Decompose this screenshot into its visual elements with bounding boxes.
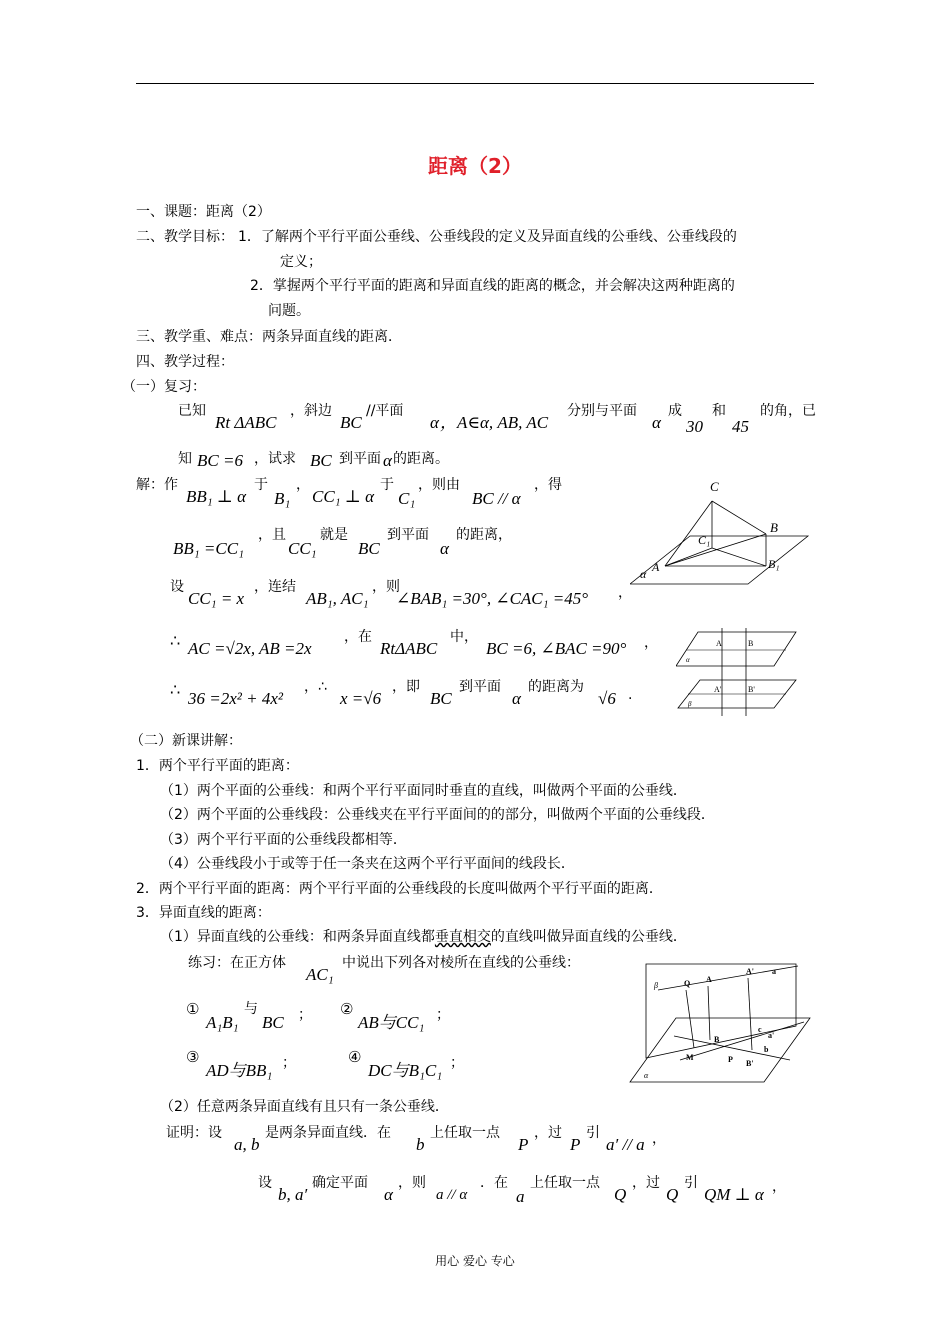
sol-math: C₁ bbox=[398, 489, 416, 508]
label-alpha: α bbox=[644, 1071, 649, 1080]
proof-text: ，过 bbox=[632, 1175, 660, 1191]
sol-math: CC₁ = x bbox=[188, 589, 245, 608]
sol-math: BC bbox=[430, 689, 452, 708]
label-p: P bbox=[728, 1055, 733, 1064]
sol-math: BB₁ =CC₁ bbox=[173, 539, 244, 558]
label-m: M bbox=[686, 1053, 694, 1062]
review-q-math: α bbox=[652, 413, 661, 432]
sol-text: ，且 bbox=[258, 527, 286, 543]
proof-text: 设 bbox=[258, 1175, 272, 1191]
proof-text: ， bbox=[772, 1179, 786, 1195]
sol-math: α bbox=[440, 539, 449, 558]
proof-text: ．在 bbox=[480, 1175, 508, 1191]
sol-text: ，则 bbox=[372, 579, 400, 595]
sol-math: √6 bbox=[598, 689, 616, 708]
new-lesson-heading: （二）新课讲解： bbox=[130, 733, 242, 749]
item-1-1: （1）两个平面的公垂线：和两个平行平面同时垂直的直线，叫做两个平面的公垂线． bbox=[160, 783, 687, 799]
proof-math: QM ⊥ α bbox=[704, 1185, 764, 1204]
proof-text: ，则 bbox=[398, 1175, 426, 1191]
sol-text: 于 bbox=[254, 477, 268, 493]
proof-text: ，过 bbox=[534, 1125, 562, 1141]
proof-math: P bbox=[570, 1135, 581, 1154]
goals-label: 二、教学目标： bbox=[136, 229, 234, 245]
review-q2-text: 到平面 bbox=[339, 451, 381, 467]
label-alpha: α bbox=[640, 567, 647, 581]
therefore-sign: ∴ bbox=[170, 631, 181, 650]
review-q-text: 的角，已 bbox=[760, 403, 816, 419]
label-c1: C₁ bbox=[698, 533, 711, 547]
item-3-1 bbox=[160, 930, 687, 944]
header-rule bbox=[136, 83, 814, 84]
proof-math: α bbox=[384, 1185, 393, 1204]
review-q2-math: α bbox=[383, 451, 392, 470]
exercise-2-number: ② bbox=[340, 1000, 354, 1018]
review-q2-text: 的距离。 bbox=[393, 451, 449, 467]
review-q-text: 成 bbox=[668, 403, 682, 419]
sol-text: ，连结 bbox=[254, 579, 296, 595]
proof-text: 确定平面 bbox=[312, 1175, 368, 1191]
exercise-text: 中说出下列各对棱所在直线的公垂线： bbox=[342, 955, 580, 971]
item-3-1-a: （1）异面直线的公垂线：和两条异面直线都 bbox=[160, 929, 435, 945]
sol-text: 中， bbox=[450, 629, 478, 645]
sol-math: AC =√2x, AB =2x bbox=[188, 639, 312, 658]
exercise-1-text: ； bbox=[298, 1007, 312, 1023]
exercise-3-number: ③ bbox=[186, 1048, 200, 1066]
topic-line: 一、课题：距离（2） bbox=[136, 204, 271, 220]
sol-text: ， bbox=[644, 635, 658, 651]
line-a bbox=[658, 966, 798, 990]
review-q2-math: BC =6 bbox=[197, 451, 243, 470]
edge-cb bbox=[712, 501, 766, 534]
label-b1: B₁ bbox=[768, 557, 780, 571]
label-b: B bbox=[748, 639, 754, 648]
goal-1: 1．了解两个平行平面公垂线、公垂线段的定义及异面直线的公垂线、公垂线段的 bbox=[238, 229, 737, 245]
item-3-1-c: 的直线叫做异面直线的公垂线． bbox=[490, 929, 687, 945]
label-b-prime: B' bbox=[746, 1059, 754, 1068]
proof-text: 引 bbox=[684, 1175, 698, 1191]
label-b: B bbox=[714, 1035, 720, 1044]
edge-c1b1 bbox=[712, 548, 766, 566]
label-line-b: b bbox=[764, 1045, 769, 1054]
proof-text: 是两条异面直线．在 bbox=[265, 1125, 391, 1141]
sol-text: ，在 bbox=[344, 629, 372, 645]
proof-math: Q bbox=[614, 1185, 627, 1204]
sol-math: ∠BAB₁ =30°, ∠CAC₁ =45° bbox=[396, 589, 589, 608]
review-q-math: BC bbox=[340, 413, 362, 432]
page-title: 距离（2） bbox=[428, 154, 522, 178]
item-1: 1．两个平行平面的距离： bbox=[136, 758, 299, 774]
item-1-4: （4）公垂线段小于或等于任一条夹在这两个平行平面间的线段长． bbox=[160, 856, 575, 872]
proof-math: a bbox=[516, 1187, 525, 1206]
sol-text: 的距离， bbox=[456, 527, 512, 543]
sol-text: 的距离为 bbox=[528, 679, 584, 695]
goal-1-cont: 定义； bbox=[280, 254, 322, 270]
sol-text: ，∴ bbox=[304, 679, 327, 695]
goal-2: 2．掌握两个平行平面的距离和异面直线的距离的概念，并会解决这两种距离的 bbox=[250, 278, 735, 294]
exercise-text: 练习：在正方体 bbox=[188, 955, 286, 971]
exercise-math: AC₁ bbox=[306, 965, 334, 984]
sol-text: 于 bbox=[380, 477, 394, 493]
sol-text: ，则由 bbox=[418, 477, 460, 493]
item-1-2: （2）两个平面的公垂线段：公垂线夹在平行平面间的的部分，叫做两个平面的公垂线段． bbox=[160, 807, 715, 823]
sol-text: ， bbox=[296, 477, 310, 493]
therefore-sign: ∴ bbox=[170, 680, 181, 699]
sol-text: . bbox=[628, 687, 633, 703]
sol-math: BC bbox=[358, 539, 380, 558]
sol-math: B₁ bbox=[274, 489, 291, 508]
exercise-3-math: AD与BB₁ bbox=[206, 1061, 273, 1080]
label-a: A bbox=[706, 975, 712, 984]
sol-math: AB₁, AC₁ bbox=[306, 589, 369, 608]
label-line-a: a bbox=[772, 967, 776, 976]
proof-text: 上任取一点 bbox=[530, 1175, 600, 1191]
sol-text: ， bbox=[618, 585, 632, 601]
sol-text: ，即 bbox=[392, 679, 420, 695]
label-beta: β bbox=[654, 981, 658, 990]
exercise-1-text: 与 bbox=[244, 1001, 258, 1017]
exercise-1-math: BC bbox=[262, 1013, 284, 1032]
review-q-text: 分别与平面 bbox=[567, 403, 637, 419]
label-c: C bbox=[710, 479, 719, 494]
proof-text: 证明：设 bbox=[166, 1125, 222, 1141]
review-q-text: 和 bbox=[712, 403, 726, 419]
proof-math: b, a′ bbox=[278, 1185, 308, 1204]
solution-label: 解：作 bbox=[136, 477, 178, 493]
proof-text: 上任取一点 bbox=[430, 1125, 500, 1141]
sol-text: 就是 bbox=[320, 527, 348, 543]
goal-2-cont: 问题。 bbox=[268, 303, 310, 319]
label-line-a-prime: a' bbox=[768, 1031, 775, 1040]
exercise-2-text: ； bbox=[436, 1007, 450, 1023]
review-q-text: ，斜边 bbox=[290, 403, 332, 419]
exercise-4-number: ④ bbox=[348, 1048, 362, 1066]
proof-text: 引 bbox=[586, 1125, 600, 1141]
page-footer: 用心 爱心 专心 bbox=[435, 1254, 515, 1268]
review-q2-math: BC bbox=[310, 451, 332, 470]
exercise-3-text: ； bbox=[282, 1055, 296, 1071]
label-q: Q bbox=[684, 979, 691, 988]
label-a-prime: A' bbox=[714, 685, 722, 694]
label-c: c bbox=[758, 1025, 762, 1034]
proof-math: a // α bbox=[436, 1187, 468, 1203]
sol-math: x =√6 bbox=[340, 689, 382, 708]
review-q-math: α bbox=[430, 413, 439, 432]
review-q2-text: 知 bbox=[178, 451, 192, 467]
sol-text: 设 bbox=[170, 579, 184, 595]
exercise-2-math: AB与CC₁ bbox=[358, 1013, 425, 1032]
sol-math: α bbox=[512, 689, 521, 708]
sol-math: BC // α bbox=[472, 489, 521, 508]
exercise-4-math: DC与B₁C₁ bbox=[368, 1061, 443, 1080]
label-b: B bbox=[770, 520, 778, 535]
review-q-math: 45 bbox=[732, 417, 749, 436]
label-beta: β bbox=[688, 700, 692, 708]
review-q2-text: ，试求 bbox=[254, 451, 296, 467]
review-heading: （一）复习： bbox=[122, 379, 206, 395]
process-heading: 四、教学过程： bbox=[136, 354, 234, 370]
review-q-math: ，A∈α, AB, AC bbox=[440, 413, 549, 432]
label-b-prime: B' bbox=[748, 685, 755, 694]
review-q-math: 30 bbox=[686, 417, 703, 436]
plane-top bbox=[676, 632, 796, 666]
sol-math: CC₁ ⊥ α bbox=[312, 487, 374, 506]
item-1-3: （3）两个平行平面的公垂线段都相等． bbox=[160, 832, 407, 848]
label-a: A bbox=[652, 560, 660, 574]
proof-text: ， bbox=[652, 1131, 666, 1147]
sol-math: BC =6, ∠BAC =90° bbox=[486, 639, 627, 658]
item-3: 3．异面直线的距离： bbox=[136, 905, 271, 921]
prism-figure bbox=[630, 476, 810, 591]
label-a-prime: A' bbox=[746, 967, 754, 976]
key-points: 三、教学重、难点：两条异面直线的距离． bbox=[136, 329, 402, 345]
label-a: A bbox=[716, 639, 722, 648]
exercise-1-number: ① bbox=[186, 1000, 200, 1018]
parallel-planes-figure bbox=[676, 626, 798, 722]
sol-text: 到平面 bbox=[387, 527, 429, 543]
label-alpha: α bbox=[686, 656, 690, 664]
proof-math: b bbox=[416, 1135, 425, 1154]
proof-math: Q bbox=[666, 1185, 679, 1204]
sol-math: CC₁ bbox=[288, 539, 317, 558]
proof-math: a, b bbox=[234, 1135, 260, 1154]
plane-alpha bbox=[630, 1018, 810, 1082]
sol-math: RtΔABC bbox=[380, 639, 438, 658]
item-2: 2．两个平行平面的距离：两个平行平面的公垂线段的长度叫做两个平行平面的距离． bbox=[136, 881, 663, 897]
proof-math: a′ // a bbox=[606, 1135, 645, 1154]
line-ab bbox=[708, 986, 710, 1040]
proof-math: P bbox=[518, 1135, 529, 1154]
review-q-math: Rt ΔABC bbox=[215, 413, 277, 432]
sol-text: ，得 bbox=[534, 477, 562, 493]
sol-math: 36 =2x² + 4x² bbox=[188, 689, 283, 708]
item-3-2: （2）任意两条异面直线有且只有一条公垂线． bbox=[160, 1099, 449, 1115]
exercise-4-text: ； bbox=[450, 1055, 464, 1071]
item-3-1-emphasis: 垂直相交 bbox=[434, 929, 491, 945]
sol-text: 到平面 bbox=[459, 679, 501, 695]
sol-math: BB₁ ⊥ α bbox=[186, 487, 247, 506]
plane-beta bbox=[646, 964, 796, 1058]
exercise-1-math: A₁B₁ bbox=[206, 1013, 239, 1032]
review-q-text: //平面 bbox=[366, 403, 404, 419]
skew-lines-figure bbox=[628, 960, 812, 1084]
review-q-text: 已知 bbox=[178, 403, 206, 419]
